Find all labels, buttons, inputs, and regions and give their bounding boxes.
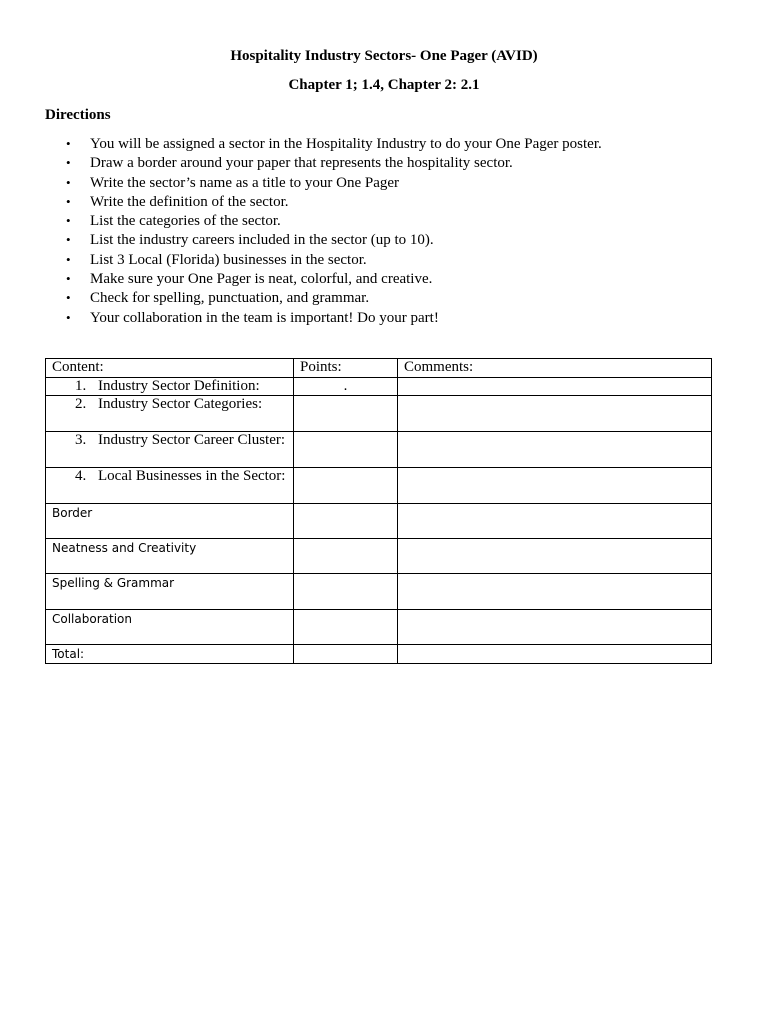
item-number: 1.	[75, 378, 87, 394]
table-row	[46, 432, 712, 468]
list-item-text: Draw a border around your paper that represents the hospitality sector.	[90, 155, 513, 172]
content-cell: Neatness and Creativity	[46, 539, 294, 574]
content-cell: Border	[46, 504, 294, 539]
content-cell	[46, 432, 294, 468]
list-item-text: Your collaboration in the team is important! Do your part!	[90, 309, 439, 326]
bullet-icon: •	[66, 309, 71, 325]
points-cell[interactable]	[294, 396, 398, 432]
points-cell[interactable]	[294, 610, 398, 645]
points-cell[interactable]	[294, 468, 398, 504]
total-label: Total:	[46, 645, 294, 664]
content-cell	[46, 396, 294, 432]
list-item-text: List the industry careers included in the sector (up to 10).	[90, 232, 434, 249]
bullet-icon: •	[66, 155, 71, 171]
bullet-icon: •	[66, 290, 71, 306]
list-item	[0, 251, 602, 270]
content-cell: Collaboration	[46, 610, 294, 645]
bullet-icon: •	[66, 232, 71, 248]
content-cell	[46, 468, 294, 504]
document-title: Hospitality Industry Sectors- One Pager (AVID)	[230, 48, 538, 64]
comments-cell[interactable]	[398, 504, 712, 539]
points-cell[interactable]	[294, 504, 398, 539]
document-subtitle: Chapter 1; 1.4, Chapter 2: 2.1	[288, 77, 480, 93]
points-header: Points:	[294, 359, 398, 378]
comments-cell[interactable]	[398, 574, 712, 610]
list-item	[0, 135, 602, 154]
list-item-text: Check for spelling, punctuation, and grammar.	[90, 290, 370, 307]
bullet-icon: •	[66, 251, 71, 267]
item-number: 4.	[75, 468, 87, 484]
table-row	[46, 504, 712, 539]
bullet-icon: •	[66, 136, 71, 151]
rubric-table	[45, 358, 712, 664]
comments-cell[interactable]	[398, 610, 712, 645]
list-item-text: List the categories of the sector.	[90, 213, 281, 230]
list-item	[0, 193, 602, 212]
list-item	[0, 270, 602, 289]
list-item-text: Write the sector’s name as a title to your One Pager	[90, 174, 400, 191]
list-item	[0, 231, 602, 250]
item-number: 2.	[75, 396, 87, 412]
item-label: Industry Sector Definition:	[98, 378, 260, 394]
table-row	[46, 610, 712, 645]
table-header-row	[46, 359, 712, 378]
comments-cell[interactable]	[398, 468, 712, 504]
table-row	[46, 468, 712, 504]
item-number: 3.	[75, 432, 87, 448]
comments-cell[interactable]	[398, 396, 712, 432]
points-cell[interactable]	[294, 539, 398, 574]
table-row	[46, 539, 712, 574]
points-cell[interactable]	[294, 432, 398, 468]
bullet-icon: •	[66, 193, 71, 209]
points-cell[interactable]	[294, 574, 398, 610]
bullet-icon: •	[66, 271, 71, 287]
comments-cell[interactable]	[398, 432, 712, 468]
list-item-text: Make sure your One Pager is neat, colorful, and creative.	[90, 271, 433, 288]
directions-heading: Directions	[45, 107, 111, 123]
table-total-row	[46, 645, 712, 664]
table-row	[46, 378, 712, 396]
total-points-cell[interactable]	[294, 645, 398, 664]
list-item	[0, 154, 602, 173]
bullet-icon: •	[66, 174, 71, 190]
item-label: Local Businesses in the Sector:	[98, 468, 286, 484]
list-item-text: Write the definition of the sector.	[90, 193, 289, 210]
points-cell[interactable]: .	[294, 378, 398, 396]
bullet-icon: •	[66, 213, 71, 229]
item-label: Industry Sector Categories:	[98, 396, 263, 412]
total-comments-cell[interactable]	[398, 645, 712, 664]
table-row	[46, 574, 712, 610]
comments-header: Comments:	[398, 359, 712, 378]
table-row	[46, 396, 712, 432]
list-item	[0, 309, 602, 328]
list-item	[0, 174, 602, 193]
content-header: Content:	[46, 359, 294, 378]
comments-cell[interactable]	[398, 378, 712, 396]
list-item	[0, 212, 602, 231]
comments-cell[interactable]	[398, 539, 712, 574]
directions-list	[0, 135, 602, 328]
content-cell: Spelling & Grammar	[46, 574, 294, 610]
list-item-text: List 3 Local (Florida) businesses in the sector.	[90, 251, 367, 268]
content-cell	[46, 378, 294, 396]
list-item-text: You will be assigned a sector in the Hospitality Industry to do your One Pager poster.	[90, 136, 602, 152]
list-item	[0, 289, 602, 308]
item-label: Industry Sector Career Cluster:	[98, 432, 286, 448]
